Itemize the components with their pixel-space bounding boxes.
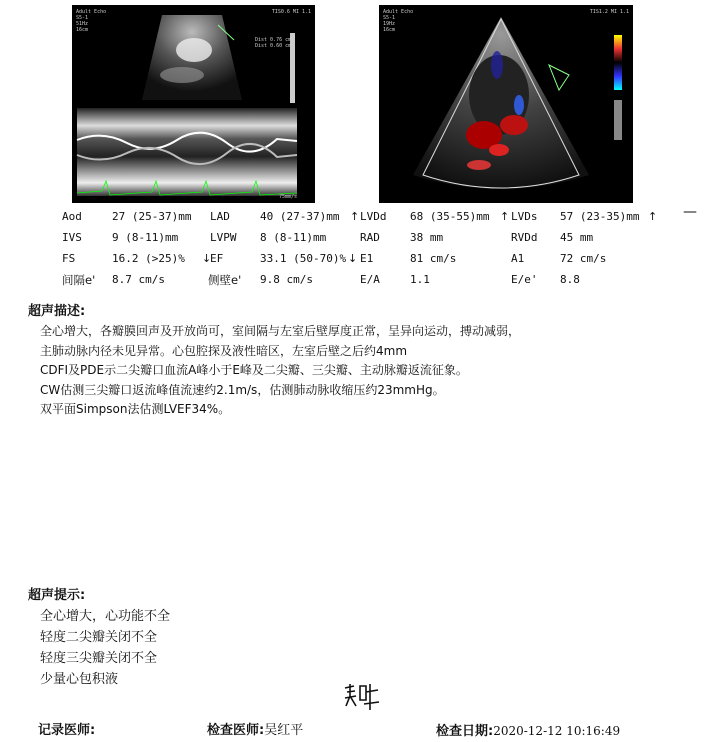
measure-value: 8 (8-11)mm bbox=[260, 231, 327, 244]
measure-label: EF bbox=[210, 252, 224, 265]
measure-value: 68 (35-55)mm bbox=[410, 210, 490, 223]
measure-value: 33.1 (50-70)% bbox=[260, 252, 347, 265]
measure-value: 40 (27-37)mm bbox=[260, 210, 340, 223]
measure-label: LAD bbox=[210, 210, 230, 223]
measure-label: A1 bbox=[511, 252, 525, 265]
image-tis-left: TIS0.6 MI 1.1 bbox=[271, 9, 311, 15]
measure-value: 1.1 bbox=[410, 273, 430, 286]
measure-value: 57 (23-35)mm bbox=[560, 210, 640, 223]
measure-label: RAD bbox=[360, 231, 380, 244]
up-arrow-icon: ↑ bbox=[500, 210, 510, 223]
measure-label: RVDd bbox=[511, 231, 538, 244]
measure-label: LVDd bbox=[360, 210, 387, 223]
handwritten-signature bbox=[342, 680, 382, 714]
image-header-left: Adult Echo S5-1 51Hz 16cm bbox=[76, 9, 107, 33]
measure-label: 侧壁e' bbox=[208, 273, 242, 287]
measure-label: FS bbox=[62, 252, 76, 265]
description-line: CDFI及PDE示二尖瓣口血流A峰小于E峰及二尖瓣、三尖瓣、主动脉瓣返流征象。 bbox=[40, 363, 468, 377]
ultrasound-image-right bbox=[379, 5, 633, 203]
down-arrow-icon: ↓ bbox=[348, 252, 358, 265]
measure-value: 72 cm/s bbox=[560, 252, 607, 265]
conclusion-line: 全心增大，心功能不全 bbox=[40, 609, 171, 624]
description-line: CW估测三尖瓣口返流峰值流速约2.1m/s，估测肺动脉收缩压约23mmHg。 bbox=[40, 382, 445, 397]
distance-readout: Dist 0.76 cm Dist 0.60 cm bbox=[255, 37, 292, 49]
measure-value: 45 mm bbox=[560, 231, 594, 244]
measure-value: 8.8 bbox=[560, 273, 580, 286]
measure-value: 38 mm bbox=[410, 231, 444, 244]
ultrasound-image-left bbox=[72, 5, 315, 203]
measure-label: LVDs bbox=[511, 210, 538, 223]
measurement-table bbox=[0, 204, 715, 292]
examiner-label: 检查医师: bbox=[207, 723, 265, 738]
sweep-speed: 75mm/s bbox=[278, 194, 297, 200]
measure-value: 9.8 cm/s bbox=[260, 273, 313, 286]
measure-label: Aod bbox=[62, 210, 82, 223]
examiner-field bbox=[207, 722, 303, 740]
description-title: 超声描述: bbox=[28, 304, 86, 319]
color-doppler-graphic bbox=[379, 5, 633, 203]
up-arrow-icon: ↑ bbox=[350, 210, 360, 223]
conclusion-line: 少量心包积液 bbox=[40, 672, 119, 687]
up-arrow-icon: ↑ bbox=[648, 210, 658, 223]
measure-value: 9 (8-11)mm bbox=[112, 231, 179, 244]
date-value: 2020-12-12 10:16:49 bbox=[493, 724, 621, 738]
image-tis-right: TIS1.2 MI 1.1 bbox=[589, 9, 629, 15]
measure-label: E/e' bbox=[511, 273, 538, 286]
examiner-value: 吴红平 bbox=[264, 723, 304, 738]
description-line: 双平面Simpson法估测LVEF34%。 bbox=[40, 402, 231, 416]
date-label: 检查日期: bbox=[436, 724, 494, 739]
dash-mark: — bbox=[683, 204, 697, 220]
measure-label: IVS bbox=[62, 231, 82, 244]
measure-value: 16.2 (>25)% bbox=[112, 252, 185, 265]
down-arrow-icon: ↓ bbox=[202, 252, 212, 265]
date-field bbox=[436, 722, 620, 741]
recorder-label: 记录医师: bbox=[38, 723, 96, 738]
measure-value: 8.7 cm/s bbox=[112, 273, 165, 286]
measure-label: E/A bbox=[360, 273, 380, 286]
conclusion-line: 轻度二尖瓣关闭不全 bbox=[40, 630, 158, 645]
measure-value: 27 (25-37)mm bbox=[112, 210, 192, 223]
description-line: 全心增大，各瓣膜回声及开放尚可，室间隔与左室后壁厚度正常，呈异向运动，搏动减弱， bbox=[40, 324, 521, 338]
conclusion-title: 超声提示: bbox=[28, 588, 86, 603]
measure-value: 81 cm/s bbox=[410, 252, 457, 265]
measure-label: 间隔e' bbox=[62, 273, 96, 287]
image-header-right: Adult Echo S5-1 19Hz 16cm bbox=[383, 9, 414, 33]
conclusion-line: 轻度三尖瓣关闭不全 bbox=[40, 651, 158, 666]
description-line: 主肺动脉内径未见异常。心包腔探及液性暗区，左室后壁之后约4mm bbox=[40, 343, 408, 358]
recorder-field bbox=[38, 722, 95, 740]
measure-label: LVPW bbox=[210, 231, 237, 244]
m-mode-echo-graphic bbox=[72, 5, 315, 203]
measure-label: E1 bbox=[360, 252, 374, 265]
